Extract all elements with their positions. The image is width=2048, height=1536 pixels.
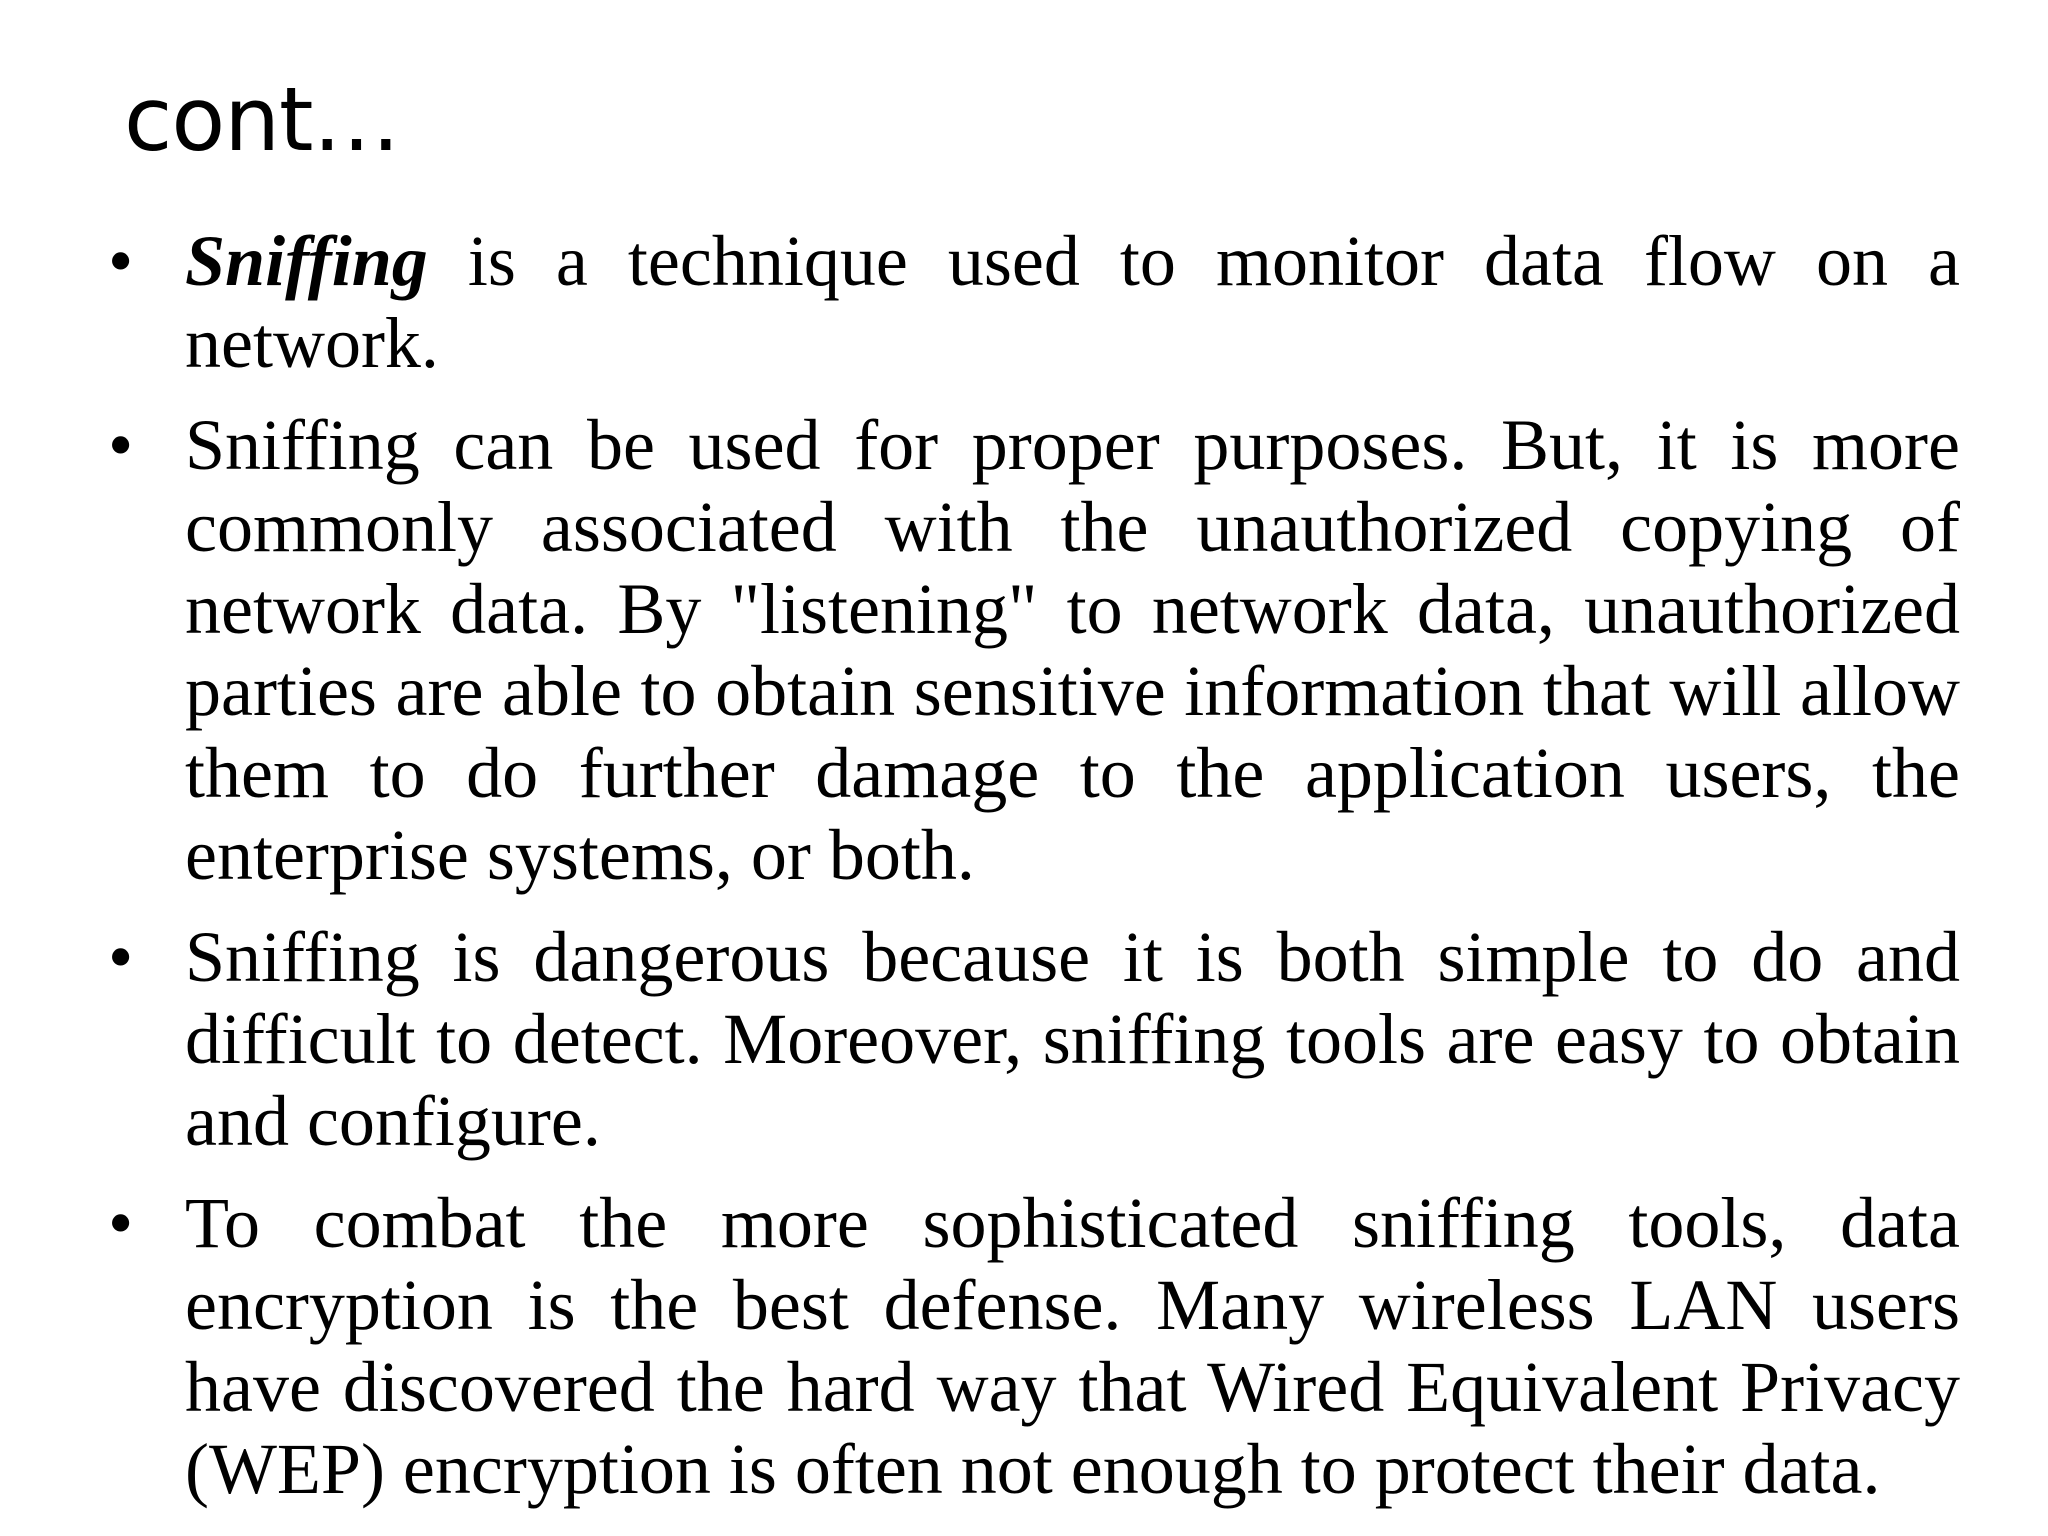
bullet-item-data-encryption xyxy=(108,1182,1960,1510)
bullet-term-sniffing: Sniffing xyxy=(185,221,428,301)
bullet-text-sniffing-definition: is a technique used to monitor data flow on a network. xyxy=(185,221,1960,383)
slide-title: cont… xyxy=(124,68,400,171)
bullet-icon: • xyxy=(108,917,134,997)
bullet-icon: • xyxy=(108,221,134,301)
bullet-text-data-encryption: To combat the more sophisticated sniffing tools, data encryption is the best defense. Many wireless LAN users have discovered the hard way that Wired Equivalent Privacy (WEP) encryption is often not enough to protect their data. xyxy=(185,1183,1960,1509)
bullet-text-sniffing-danger: Sniffing is dangerous because it is both simple to do and difficult to detect. Moreover, sniffing tools are easy to obtain and configure. xyxy=(185,917,1960,1161)
bullet-text xyxy=(185,220,1960,384)
bullet-list xyxy=(108,220,1960,1530)
bullet-item-sniffing-danger xyxy=(108,916,1960,1162)
bullet-icon: • xyxy=(108,1183,134,1263)
bullet-item-sniffing-definition xyxy=(108,220,1960,384)
bullet-text-sniffing-purposes: Sniffing can be used for proper purposes. But, it is more commonly associated with the unauthorized copying of network data. By "listening" to network data, unauthorized parties are able to obtain sensitive information that will allow them to do further damage to the application users, the enterprise systems, or both. xyxy=(185,405,1960,895)
bullet-item-sniffing-purposes xyxy=(108,404,1960,896)
bullet-icon: • xyxy=(108,405,134,485)
